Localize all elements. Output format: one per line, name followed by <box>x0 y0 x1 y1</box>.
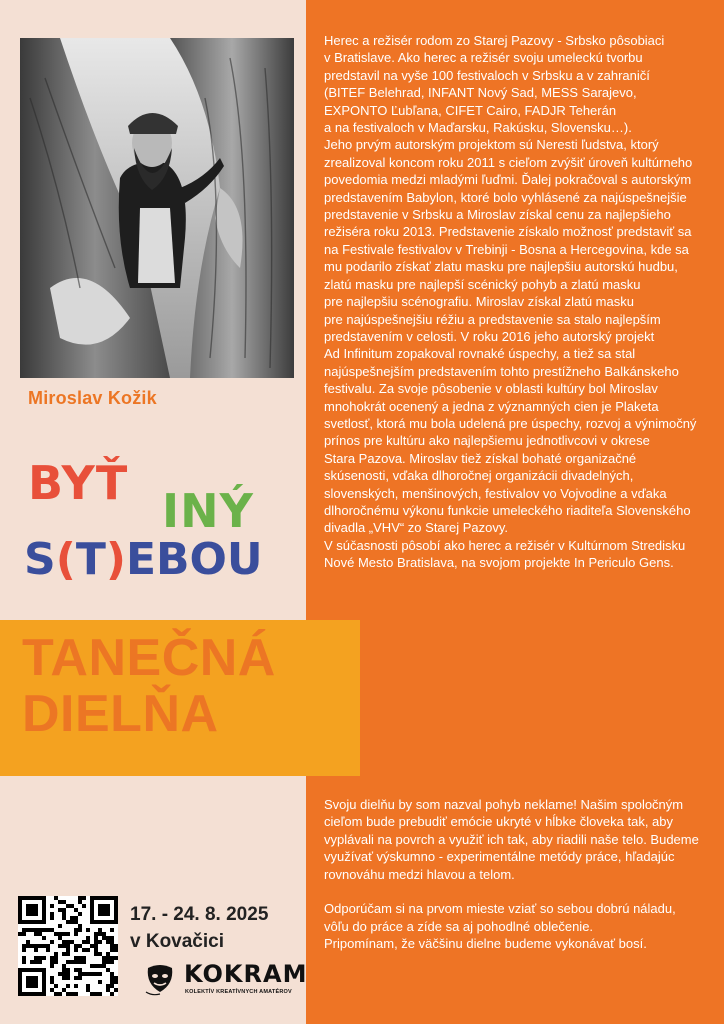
logo-bracket-right: ) <box>105 534 126 585</box>
event-logo <box>24 448 284 598</box>
theatre-mask-icon <box>142 962 178 998</box>
event-date: 17. - 24. 8. 2025 <box>130 904 269 925</box>
logo-line3-right: EBOU <box>125 534 263 585</box>
logo-bracket-left: ( <box>55 534 76 585</box>
banner-line2: DIELŇA <box>22 685 219 743</box>
portrait-photo <box>20 38 294 378</box>
biography-text: Herec a režisér rodom zo Starej Pazovy - Srbsko pôsobiaci v Bratislave. Ako herec a režisér svoju umeleckú tvorbu predstavil na vyše 100 festivaloch v Srbsku a v zahraničí (BITEF Belehrad, INFANT Nový Sad, MESS Sarajevo, EXPONTO Ľubľana, CIFET Cairo, FADJR Teherán a na festivaloch v Maďarsku, Rakúsku, Slovensku…). Jeho prvým autorským projektom sú Neresti ľudstva, ktorý zrealizoval koncom roku 2011 s cieľom zvýšiť úroveň kultúrneho povedomia medzi mladými ľuďmi. Ďalej pokračoval s autorským predstavením Babylon, ktoré bolo vyhlásené za najúspešnejšie predstavenie v Srbsku a Miroslav získal cenu za najlepšieho režiséra roku 2013. Predstavenie získalo možnosť predstaviť sa na Festivale festivalov v Trebinji - Bosna a Hercegovina, kde sa mu podarilo získať zlatu masku pre najlepšiu autorskú hudbu, zlatú masku pre najlepší scénický pohyb a zlatú masku pre najlepšiu scénografiu. Miroslav získal zlatú masku pre najúspešnejšiu réžiu a predstavenie sa stalo najlepším predstavením v celosti. V roku 2016 jeho autorský projekt Ad Infinitum zopakoval rovnaké úspechy, a tiež sa stal najúspešnejším predstavením tohto prestížneho Balkánskeho festivalu. Za svoje pôsobenie v oblasti kultúry bol Miroslav mnohokrát ocenený a jedna z významných cien je Plaketa svetlosť, ktorá mu bola udelená pre úspechy, rozvoj a výnimočný prínos pre kultúru ako najlepšiemu jednotlivcovi v okrese Stara Pazova. Miroslav tiež získal bohaté organizačné skúsenosti, vďaka dlhoročnej organizácii divadelných, slovenských, menšinových, festivalov vo Vojvodine a vďaka dlhoročnému výkonu funkcie umeleckého riaditeľa Slovenského divadla „VHV“ zo Starej Pazovy. V súčasnosti pôsobí ako herec a režisér v Kultúrnom Stredisku Nové Mesto Bratislava, na svojom projekte In Periculo Gens. <box>324 33 697 571</box>
person-name: Miroslav Kožik <box>28 388 157 408</box>
logo-line1: BYŤ <box>28 456 129 510</box>
logo-word-sebou <box>24 534 263 585</box>
logo-word-byt <box>28 456 128 510</box>
sponsor-logo-mask <box>142 962 178 998</box>
sponsor-logo-kokram <box>184 960 308 1000</box>
event-place: v Kovačici <box>130 931 224 952</box>
qr-code[interactable] <box>18 896 118 996</box>
logo-line2: INÝ <box>162 484 254 538</box>
qr-code-icon <box>18 896 118 996</box>
logo-butterfly-letter: T <box>76 534 106 585</box>
logo-word-iny <box>162 484 254 538</box>
kokram-subtitle: KOLEKTÍV KREATÍVNYCH AMATÉROV <box>185 989 292 995</box>
banner-title <box>22 630 276 742</box>
banner-line1: TANEČNÁ <box>22 629 276 687</box>
logo-line3-left: S <box>24 534 56 585</box>
kokram-name: KOKRAM <box>184 960 308 988</box>
workshop-description: Svoju dielňu by som nazval pohyb neklame! Našim spoločným cieľom bude prebudiť emócie ukryté v hĺbke človeka tak, aby vyplávali na povrch a využiť ich tak, aby riadili naše telo. Budeme využívať výskumno - experimentálne metódy práce, hľadajúc rovnováhu medzi hlavou a telom. Odporúčam si na prvom mieste vziať so sebou dobrú náladu, vôľu do práce a zíde sa aj pohodlné oblečenie. Pripomínam, že väčšinu dielne budeme vykonávať bosí. <box>324 797 699 952</box>
